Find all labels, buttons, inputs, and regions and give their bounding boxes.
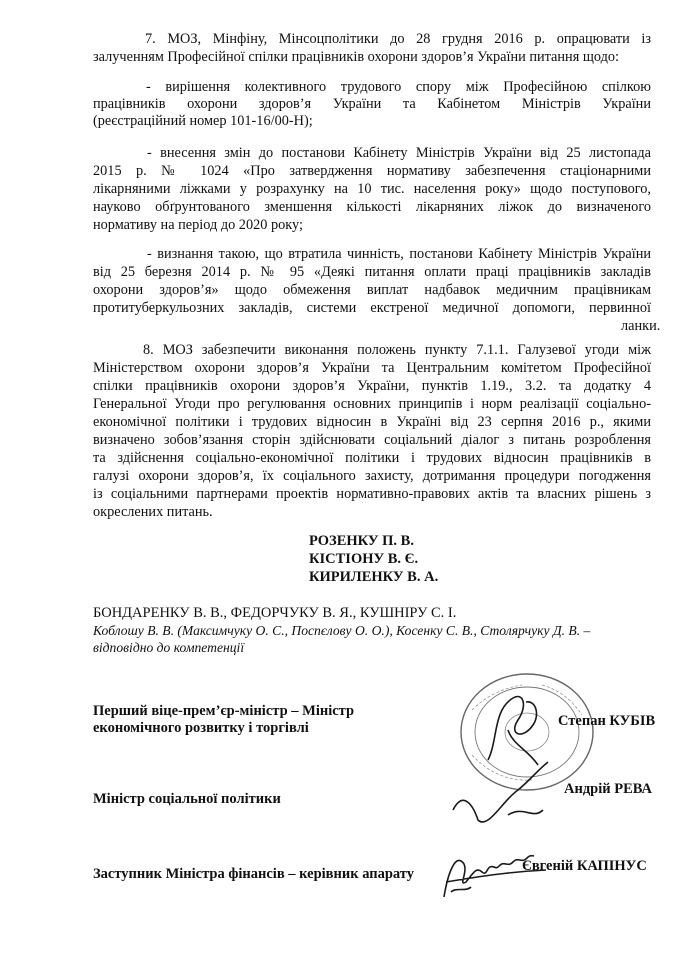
addressee-3: КИРИЛЕНКУ В. А. (309, 569, 439, 585)
signatory-3-position: Заступник Міністра фінансів – керівник апарату (93, 866, 414, 882)
item-7-line-2: залученням Професійної спілки працівників охорони здоров’я України питання щодо: (93, 49, 619, 65)
addressee-2: КІСТІОНУ В. Є. (309, 551, 419, 567)
item-7b-line-5: нормативу на період до 2020 року; (93, 217, 303, 233)
copy-to-line-1: БОНДАРЕНКУ В. В., ФЕДОРЧУКУ В. Я., КУШНІРУ С. І. (93, 605, 457, 621)
item-8-line-7: та здійснення соціально-економічної політики і трудових відносин працівників в (93, 450, 651, 466)
copy-to-line-2: Коблошу В. В. (Максимчуку О. С., Поспєлову О. О.), Косенку С. В., Столярчуку Д. В. – (93, 623, 591, 638)
item-8-line-3: спілки працівників охорони здоров’я України, пунктів 1.19., 3.2. та додатку 4 (93, 378, 651, 394)
item-7b-line-3: лікарняними ліжками у розрахунку на 10 тис. населення року» щодо поступового, (93, 181, 651, 197)
item-8-line-8: галузі охорони здоров’я, їх соціального захисту, дотримання процедури погодження (93, 468, 651, 484)
signatory-3-name: Євгеній КАПІНУС (522, 858, 647, 874)
item-7c-line-3: охорони здоров’я» щодо обмеження виплат надбавок медичним працівникам (93, 282, 651, 298)
item-8-line-2: Міністерством охорони здоров’я України та Центральним комітетом Професійної (93, 360, 651, 376)
signature-2 (448, 760, 558, 840)
item-8-line-9: із соціальними партнерами проектів нормативно-правових актів та власних рішень з (93, 486, 651, 502)
signatory-1-name: Степан КУБІВ (558, 713, 656, 729)
item-8-line-10: окреслених питань. (93, 504, 213, 520)
item-7b-line-2: 2015 р. № 1024 «Про затвердження нормативу забезпечення стаціонарними (93, 163, 651, 179)
signatory-1-position-line-1: Перший віце-прем’єр-міністр – Міністр (93, 703, 355, 719)
item-7c-line-1: - визнання такою, що втратила чинність, постанови Кабінету Міністрів України (147, 246, 651, 262)
signatory-2-position: Міністр соціальної політики (93, 791, 281, 807)
signatory-1-position-line-2: економічного розвитку і торгівлі (93, 720, 309, 736)
item-7a-line-1: - вирішення колективного трудового спору між Професійною спілкою (146, 79, 651, 95)
item-8-line-5: економічної політики і трудових відносин в Україні від 23 серпня 2016 р., якими (93, 414, 651, 430)
item-8-line-4: Генеральної Угоди про регулювання основних принципів і норм реалізації соціально- (93, 396, 651, 412)
signatory-2-name: Андрій РЕВА (564, 781, 652, 797)
item-7b-line-1: - внесення змін до постанови Кабінету Міністрів України від 25 листопада (147, 145, 651, 161)
item-8-line-6: визначено зобов’язання сторін здійснювати соціальний діалог з питань розроблення (93, 432, 651, 448)
item-7c-line-4: протитуберкульозних закладів, системи екстреної медичної допомоги, первинної (93, 300, 651, 316)
item-8-line-1: 8. МОЗ забезпечити виконання положень пункту 7.1.1. Галузевої угоди між (143, 342, 651, 358)
item-7-line-1: 7. МОЗ, Мінфіну, Мінсоцполітики до 28 грудня 2016 р. опрацювати із (145, 31, 651, 47)
item-7a-line-2: працівників охорони здоров’я України та Кабінетом Міністрів України (93, 96, 651, 112)
item-7a-line-3: (реєстраційний номер 101-16/00-Н); (93, 113, 313, 129)
addressee-1: РОЗЕНКУ П. В. (309, 533, 414, 549)
copy-to-line-3: відповідно до компетенції (93, 640, 245, 655)
item-7c-line-2: від 25 березня 2014 р. № 95 «Деякі питання оплати праці працівників закладів (93, 264, 651, 280)
item-7c-line-5: ланки. (621, 318, 661, 334)
item-7b-line-4: науково обґрунтованого зменшення кількості лікарняних ліжок до визначеного (93, 199, 651, 215)
